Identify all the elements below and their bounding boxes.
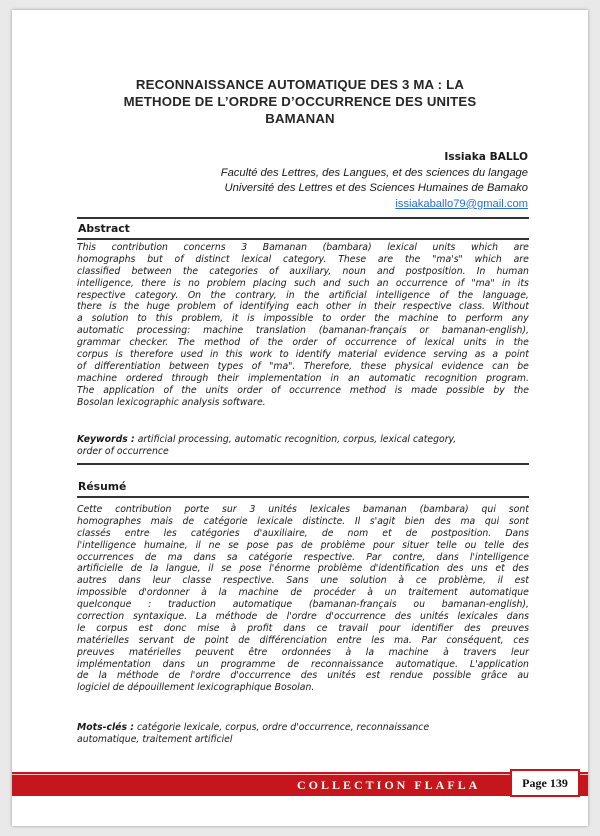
abstract-text-line: grammar checker. The method of the order of occurrence of lexical units in the xyxy=(77,337,529,349)
mots-cles-line-2: automatique, traitement artificiel xyxy=(77,733,233,745)
resume-text-line: impossible d'ordonner à la machine de procéder à un traitement automatique xyxy=(77,587,529,599)
page-number: Page 139 xyxy=(522,776,568,790)
resume-text-line: occurrences de ma dans sa catégorie respective. Par contre, dans l'intelligence xyxy=(77,551,529,563)
keywords-line-2: order of occurrence xyxy=(77,445,169,457)
author-block xyxy=(221,150,528,212)
resume-text-line: classés entre les catégories d'auxiliaire, de nom et de postposition. Dans xyxy=(77,527,529,539)
resume-text-line: de la méthode de l'ordre d'occurrence des unités est rendue possible grâce au xyxy=(77,670,529,682)
page-number-box xyxy=(510,769,580,797)
abstract-text-line: corpus is therefore used in this work to identify material evidence serving as a point xyxy=(77,349,529,361)
resume-text-line: autres dans leur classe respective. Sans une solution à ce problème, il est xyxy=(77,575,529,587)
abstract-text-line: intelligence, there is no problem placing such and such an occurrence of "ma" in its xyxy=(77,277,529,289)
footer-accent-line xyxy=(12,774,588,775)
keywords-line-1: artificial processing, automatic recognition, corpus, lexical category, xyxy=(137,434,457,445)
abstract-keywords xyxy=(77,434,529,458)
keywords-label: Keywords : xyxy=(77,434,135,445)
resume-keywords xyxy=(77,722,529,746)
resume-text-line: homographes mais de catégorie lexicale distincte. Il s'agit bien des ma qui sont xyxy=(77,515,529,527)
resume-text-line: logiciel de dépouillement lexicographique Bosolan. xyxy=(77,682,315,694)
abstract-text-line: automatic processing: machine translation (bamanan-français or bamanan-english), xyxy=(77,325,529,337)
section-divider xyxy=(77,496,529,498)
abstract-text-line: respective category. On the contrary, in the artificial intelligence of the language, xyxy=(77,289,529,301)
resume-text-line: correction syntaxique. La méthode de l'ordre d'occurrence des unités lexicales dans xyxy=(77,611,529,623)
abstract-text-line: a solution to this problem, it is impossible to order the machine to perform any xyxy=(77,313,529,325)
resume-text-line: artificielle de la langue, il se pose l'énorme problème d'identification des uns et des xyxy=(77,563,529,575)
abstract-heading: Abstract xyxy=(78,222,130,235)
resume-heading: Résumé xyxy=(78,480,127,493)
resume-text xyxy=(77,504,529,694)
resume-text-line: le corpus est donc mise à profit dans ce travail pour identifier des preuves xyxy=(77,622,529,634)
abstract-text-line: Bosolan lexicographic analysis software. xyxy=(77,396,266,408)
abstract-text-line: of differentiation between types of "ma". Therefore, these physical evidence can be xyxy=(77,360,529,372)
author-affiliation-faculty: Faculté des Lettres, des Langues, et des sciences du langage xyxy=(220,166,528,179)
abstract-text-line: homographs but of distinct lexical category. These are the "ma's" which are xyxy=(77,253,529,265)
collection-name: COLLECTION FLAFLA xyxy=(297,778,481,792)
abstract-text-line: classified between the categories of auxiliary, noun and postposition. In human xyxy=(77,265,529,277)
resume-text-line: l'intelligence humaine, il ne se pose pas de problème pour situer telle ou telle des xyxy=(77,539,529,551)
resume-text-line: Cette contribution porte sur 3 unités lexicales bamanan (bambara) qui sont xyxy=(77,504,529,515)
abstract-text-line: there is the huge problem of identifying each other in their respective class. Without xyxy=(77,301,529,313)
abstract-text-line: machine ordered through their implementation in an automatic recognition program. xyxy=(77,372,529,384)
abstract-text xyxy=(77,242,529,408)
paper-title xyxy=(72,76,528,127)
title-line-2: METHODE DE L’ORDRE D’OCCURRENCE DES UNITES xyxy=(123,94,477,109)
title-line-3: BAMANAN xyxy=(265,111,335,126)
abstract-text-line: The application of the units order of occurrence method is made possible by the xyxy=(77,384,529,396)
resume-text-line: matérielles servant de point de différenciation entre les ma. Par conséquent, ces xyxy=(77,634,529,646)
author-email-link[interactable]: issiakaballo79@gmail.com xyxy=(395,197,528,210)
resume-text-line: preuves matérielles peuvent être ordonnées à la machine à travers leur xyxy=(77,646,529,658)
document-page xyxy=(12,10,588,826)
author-name: Issiaka BALLO xyxy=(444,151,528,163)
resume-text-line: quelconque : traduction automatique (bamanan-français ou bamanan-english), xyxy=(77,599,529,611)
abstract-text-line: This contribution concerns 3 Bamanan (bambara) lexical units which are xyxy=(77,242,529,253)
title-line-1: RECONNAISSANCE AUTOMATIQUE DES 3 MA : LA xyxy=(135,77,465,92)
mots-cles-label: Mots-clés : xyxy=(77,722,134,733)
author-affiliation-university: Université des Lettres et des Sciences Humaines de Bamako xyxy=(224,182,528,195)
page-footer xyxy=(12,771,588,797)
section-divider xyxy=(77,238,529,240)
resume-text-line: implémentation dans un programme de reconnaissance automatique. L'application xyxy=(77,658,529,670)
mots-cles-line-1: catégorie lexicale, corpus, ordre d'occurrence, reconnaissance xyxy=(136,722,430,733)
section-divider xyxy=(77,463,529,465)
section-divider xyxy=(77,217,529,219)
